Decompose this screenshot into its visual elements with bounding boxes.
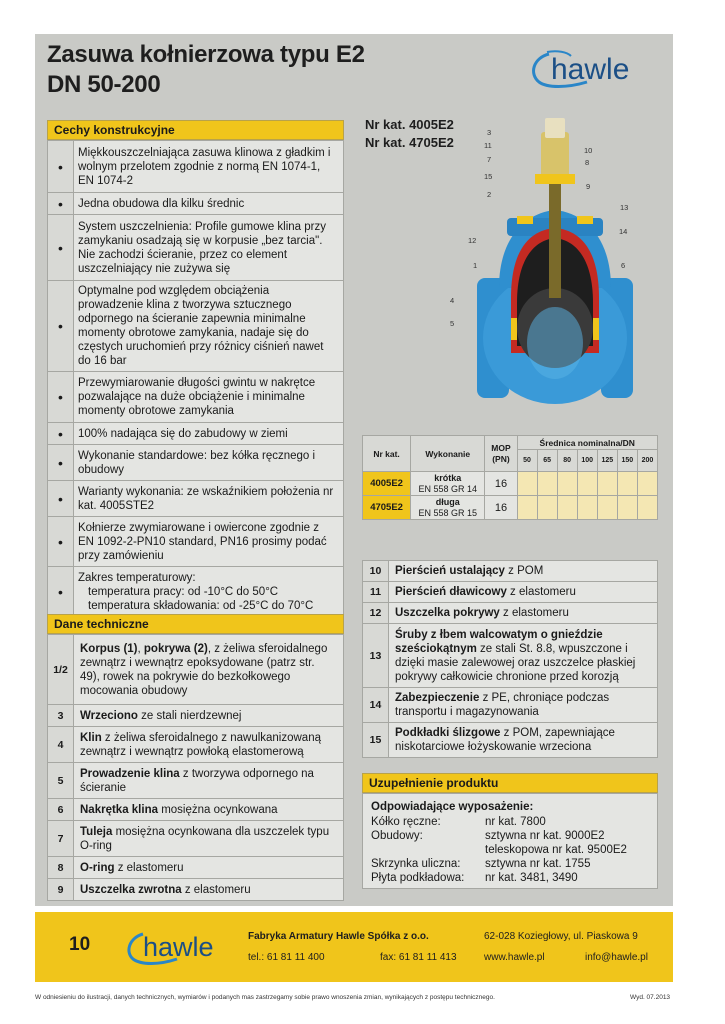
temp-title: Zakres temperaturowy: [78, 571, 196, 584]
callout-6: 6 [621, 261, 626, 270]
dn-cell [557, 496, 577, 520]
part-item: Pierścień dławicowy z elastomeru [389, 582, 658, 603]
dn-cell [617, 472, 637, 496]
company-address: 62-028 Koziegłowy, ul. Piaskowa 9 [484, 931, 638, 942]
temperature-range [74, 567, 344, 617]
accessory-row: Skrzynka uliczna: sztywna nr kat. 1755 [371, 858, 591, 870]
dn-cell [537, 496, 557, 520]
accessories-heading: Uzupełnienie produktu [362, 773, 658, 793]
callout-15: 15 [484, 172, 493, 181]
part-number: 10 [363, 561, 389, 582]
size-125: 125 [597, 450, 617, 472]
dn-cell [597, 472, 617, 496]
feature-item: Jedna obudowa dla kilku średnic [74, 193, 344, 215]
dn-cell [557, 472, 577, 496]
callout-1: 1 [473, 261, 478, 270]
callout-2: 2 [487, 190, 492, 199]
page-number: 10 [69, 934, 91, 955]
variant-mop: 16 [485, 496, 517, 520]
callout-7: 7 [487, 155, 492, 164]
callout-14: 14 [619, 227, 628, 236]
temp-store: temperatura składowania: od -25°C do 70°C [88, 599, 314, 612]
bullet: • [48, 141, 74, 193]
bullet: • [48, 567, 74, 617]
size-100: 100 [577, 450, 597, 472]
svg-text:hawle: hawle [551, 53, 630, 86]
accessory-row: Obudowy: sztywna nr kat. 9000E2 [371, 830, 605, 842]
title-line-1: Zasuwa kołnierzowa typu E2 [47, 41, 365, 68]
footer-band [35, 912, 673, 982]
tech-number: 9 [48, 879, 74, 901]
part-number: 13 [363, 624, 389, 688]
dn-cell [637, 496, 657, 520]
size-65: 65 [537, 450, 557, 472]
dn-cell [537, 472, 557, 496]
tech-number: 6 [48, 799, 74, 821]
part-item: Uszczelka pokrywy z elastomeru [389, 603, 658, 624]
callout-8: 8 [585, 158, 590, 167]
tech-item: O-ring z elastomeru [74, 857, 344, 879]
title-line-2: DN 50-200 [47, 71, 161, 98]
bullet: • [48, 481, 74, 517]
col-dn: Średnica nominalna/DN [517, 436, 658, 450]
size-150: 150 [617, 450, 637, 472]
parts-table [362, 560, 658, 758]
dn-cell [637, 472, 657, 496]
col-mop: MOP (PN) [485, 436, 517, 472]
tech-item: Tuleja mosiężna ocynkowana dla uszczelek typu O-ring [74, 821, 344, 857]
callout-9: 9 [586, 182, 591, 191]
tech-number: 4 [48, 727, 74, 763]
bullet: • [48, 445, 74, 481]
col-kat: Nr kat. [363, 436, 411, 472]
feature-item: Optymalne pod względem obciążenia prowadzenie klina z tworzywa sztucznego odpornego na ścieranie zapewnia minimalne momenty obrotowe zamykania, nadaje się do częstych uruchomień przy różnicy ciśnień nawet do 16 bar [74, 281, 344, 372]
part-number: 12 [363, 603, 389, 624]
variants-table [362, 435, 658, 520]
edition-date: Wyd. 07.2013 [630, 994, 671, 1001]
size-200: 200 [637, 450, 657, 472]
bullet: • [48, 423, 74, 445]
tech-number: 7 [48, 821, 74, 857]
size-80: 80 [557, 450, 577, 472]
tech-item: Klin z żeliwa sferoidalnego z nawulkanizowaną zewnątrz i wewnątrz powłoką elastomerową [74, 727, 344, 763]
dn-cell [617, 496, 637, 520]
accessories-title: Odpowiadające wyposażenie: [371, 801, 534, 813]
accessory-row: Kółko ręczne: nr kat. 7800 [371, 816, 546, 828]
callout-4: 4 [450, 296, 455, 305]
tech-number: 3 [48, 705, 74, 727]
tech-table [47, 634, 344, 901]
feature-item: Przewymiarowanie długości gwintu w nakrętce pozwalające na duże obciążenie i minimalne momenty obrotowe zamykania [74, 372, 344, 423]
size-50: 50 [517, 450, 537, 472]
part-number: 14 [363, 688, 389, 723]
variant-type: długa EN 558 GR 15 [411, 496, 485, 520]
company-web[interactable]: www.hawle.pl [484, 952, 545, 963]
variant-code: 4705E2 [363, 496, 411, 520]
disclaimer: W odniesieniu do ilustracji, danych technicznych, wymiarów i podanych mas zastrzegamy sobie prawo wnoszenia zmian, wynikających z postępu technicznego. [35, 994, 495, 1001]
part-item: Pierścień ustalający z POM [389, 561, 658, 582]
variant-code: 4005E2 [363, 472, 411, 496]
tech-item: Uszczelka zwrotna z elastomeru [74, 879, 344, 901]
feature-item: Miękkouszczelniająca zasuwa klinowa z gładkim i wolnym przelotem zgodnie z normą EN 1074-1, EN 1074-2 [74, 141, 344, 193]
feature-item: 100% nadająca się do zabudowy w ziemi [74, 423, 344, 445]
dn-cell [577, 472, 597, 496]
dn-cell [597, 496, 617, 520]
company-name: Fabryka Armatury Hawle Spółka z o.o. [248, 931, 429, 942]
part-item: Podkładki ślizgowe z POM, zapewniające niskotarciowe łożyskowanie wrzeciona [389, 723, 658, 758]
dn-cell [517, 472, 537, 496]
catalog-numbers [365, 116, 454, 152]
tech-item: Korpus (1), pokrywa (2), z żeliwa sferoidalnego zewnątrz i wewnątrz epoksydowane (patrz str. 49), rowek na pokrywie do bezkołkowego mocowania obudowy [74, 635, 344, 705]
part-number: 11 [363, 582, 389, 603]
svg-text:hawle: hawle [143, 932, 214, 962]
temp-work: temperatura pracy: od -10°C do 50°C [88, 585, 279, 598]
tech-item: Nakrętka klina mosiężna ocynkowana [74, 799, 344, 821]
callout-3: 3 [487, 128, 492, 137]
company-email[interactable]: info@hawle.pl [585, 952, 648, 963]
accessory-row: Płyta podkładowa: nr kat. 3481, 3490 [371, 872, 578, 884]
company-fax: fax: 61 81 11 413 [380, 952, 457, 963]
features-heading: Cechy konstrukcyjne [47, 120, 344, 140]
part-number: 15 [363, 723, 389, 758]
tech-number: 5 [48, 763, 74, 799]
variant-type: krótka EN 558 GR 14 [411, 472, 485, 496]
dn-cell [517, 496, 537, 520]
dn-cell [577, 496, 597, 520]
features-table [47, 140, 344, 617]
accessory-row: teleskopowa nr kat. 9500E2 [485, 844, 627, 856]
tech-number: 8 [48, 857, 74, 879]
catalog-number-1: Nr kat. 4005E2 [365, 117, 454, 132]
variant-mop: 16 [485, 472, 517, 496]
callout-11: 11 [484, 141, 492, 150]
col-wykonanie: Wykonanie [411, 436, 485, 472]
feature-item: Warianty wykonania: ze wskaźnikiem położenia nr kat. 4005STE2 [74, 481, 344, 517]
bullet: • [48, 215, 74, 281]
feature-item: System uszczelnienia: Profile gumowe klina przy zamykaniu osadzają się w korpusie „bez tarcia". Nie zachodzi ścieranie, przez co element uszczelniający nie zużywa się [74, 215, 344, 281]
feature-item: Kołnierze zwymiarowane i owiercone zgodnie z EN 1092-2-PN10 standard, PN16 prosimy podać przy zamówieniu [74, 517, 344, 567]
tech-item: Prowadzenie klina z tworzywa odpornego na ścieranie [74, 763, 344, 799]
footer-hawle-logo [123, 928, 233, 968]
tech-item: Wrzeciono ze stali nierdzewnej [74, 705, 344, 727]
feature-item: Wykonanie standardowe: bez kółka ręcznego i obudowy [74, 445, 344, 481]
part-item: Zabezpieczenie z PE, chroniące podczas transportu i magazynowania [389, 688, 658, 723]
accessories-box [362, 793, 658, 889]
catalog-number-2: Nr kat. 4705E2 [365, 135, 454, 150]
callout-12: 12 [468, 236, 477, 245]
bullet: • [48, 281, 74, 372]
callout-5: 5 [450, 319, 455, 328]
tech-heading: Dane techniczne [47, 614, 344, 634]
bullet: • [48, 372, 74, 423]
callout-10: 10 [584, 146, 593, 155]
hawle-logo [527, 48, 651, 92]
bullet: • [48, 517, 74, 567]
page-title [47, 40, 365, 100]
bullet: • [48, 193, 74, 215]
part-item: Śruby z łbem walcowatym o gnieździe sześciokątnym ze stali St. 8.8, wpuszczone i dzięki masie zalewowej oraz uszczelce płaskiej pokrywy całkowicie chronione przed korozją [389, 624, 658, 688]
tech-number: 1/2 [48, 635, 74, 705]
company-tel: tel.: 61 81 11 400 [248, 952, 325, 963]
callout-13: 13 [620, 203, 629, 212]
